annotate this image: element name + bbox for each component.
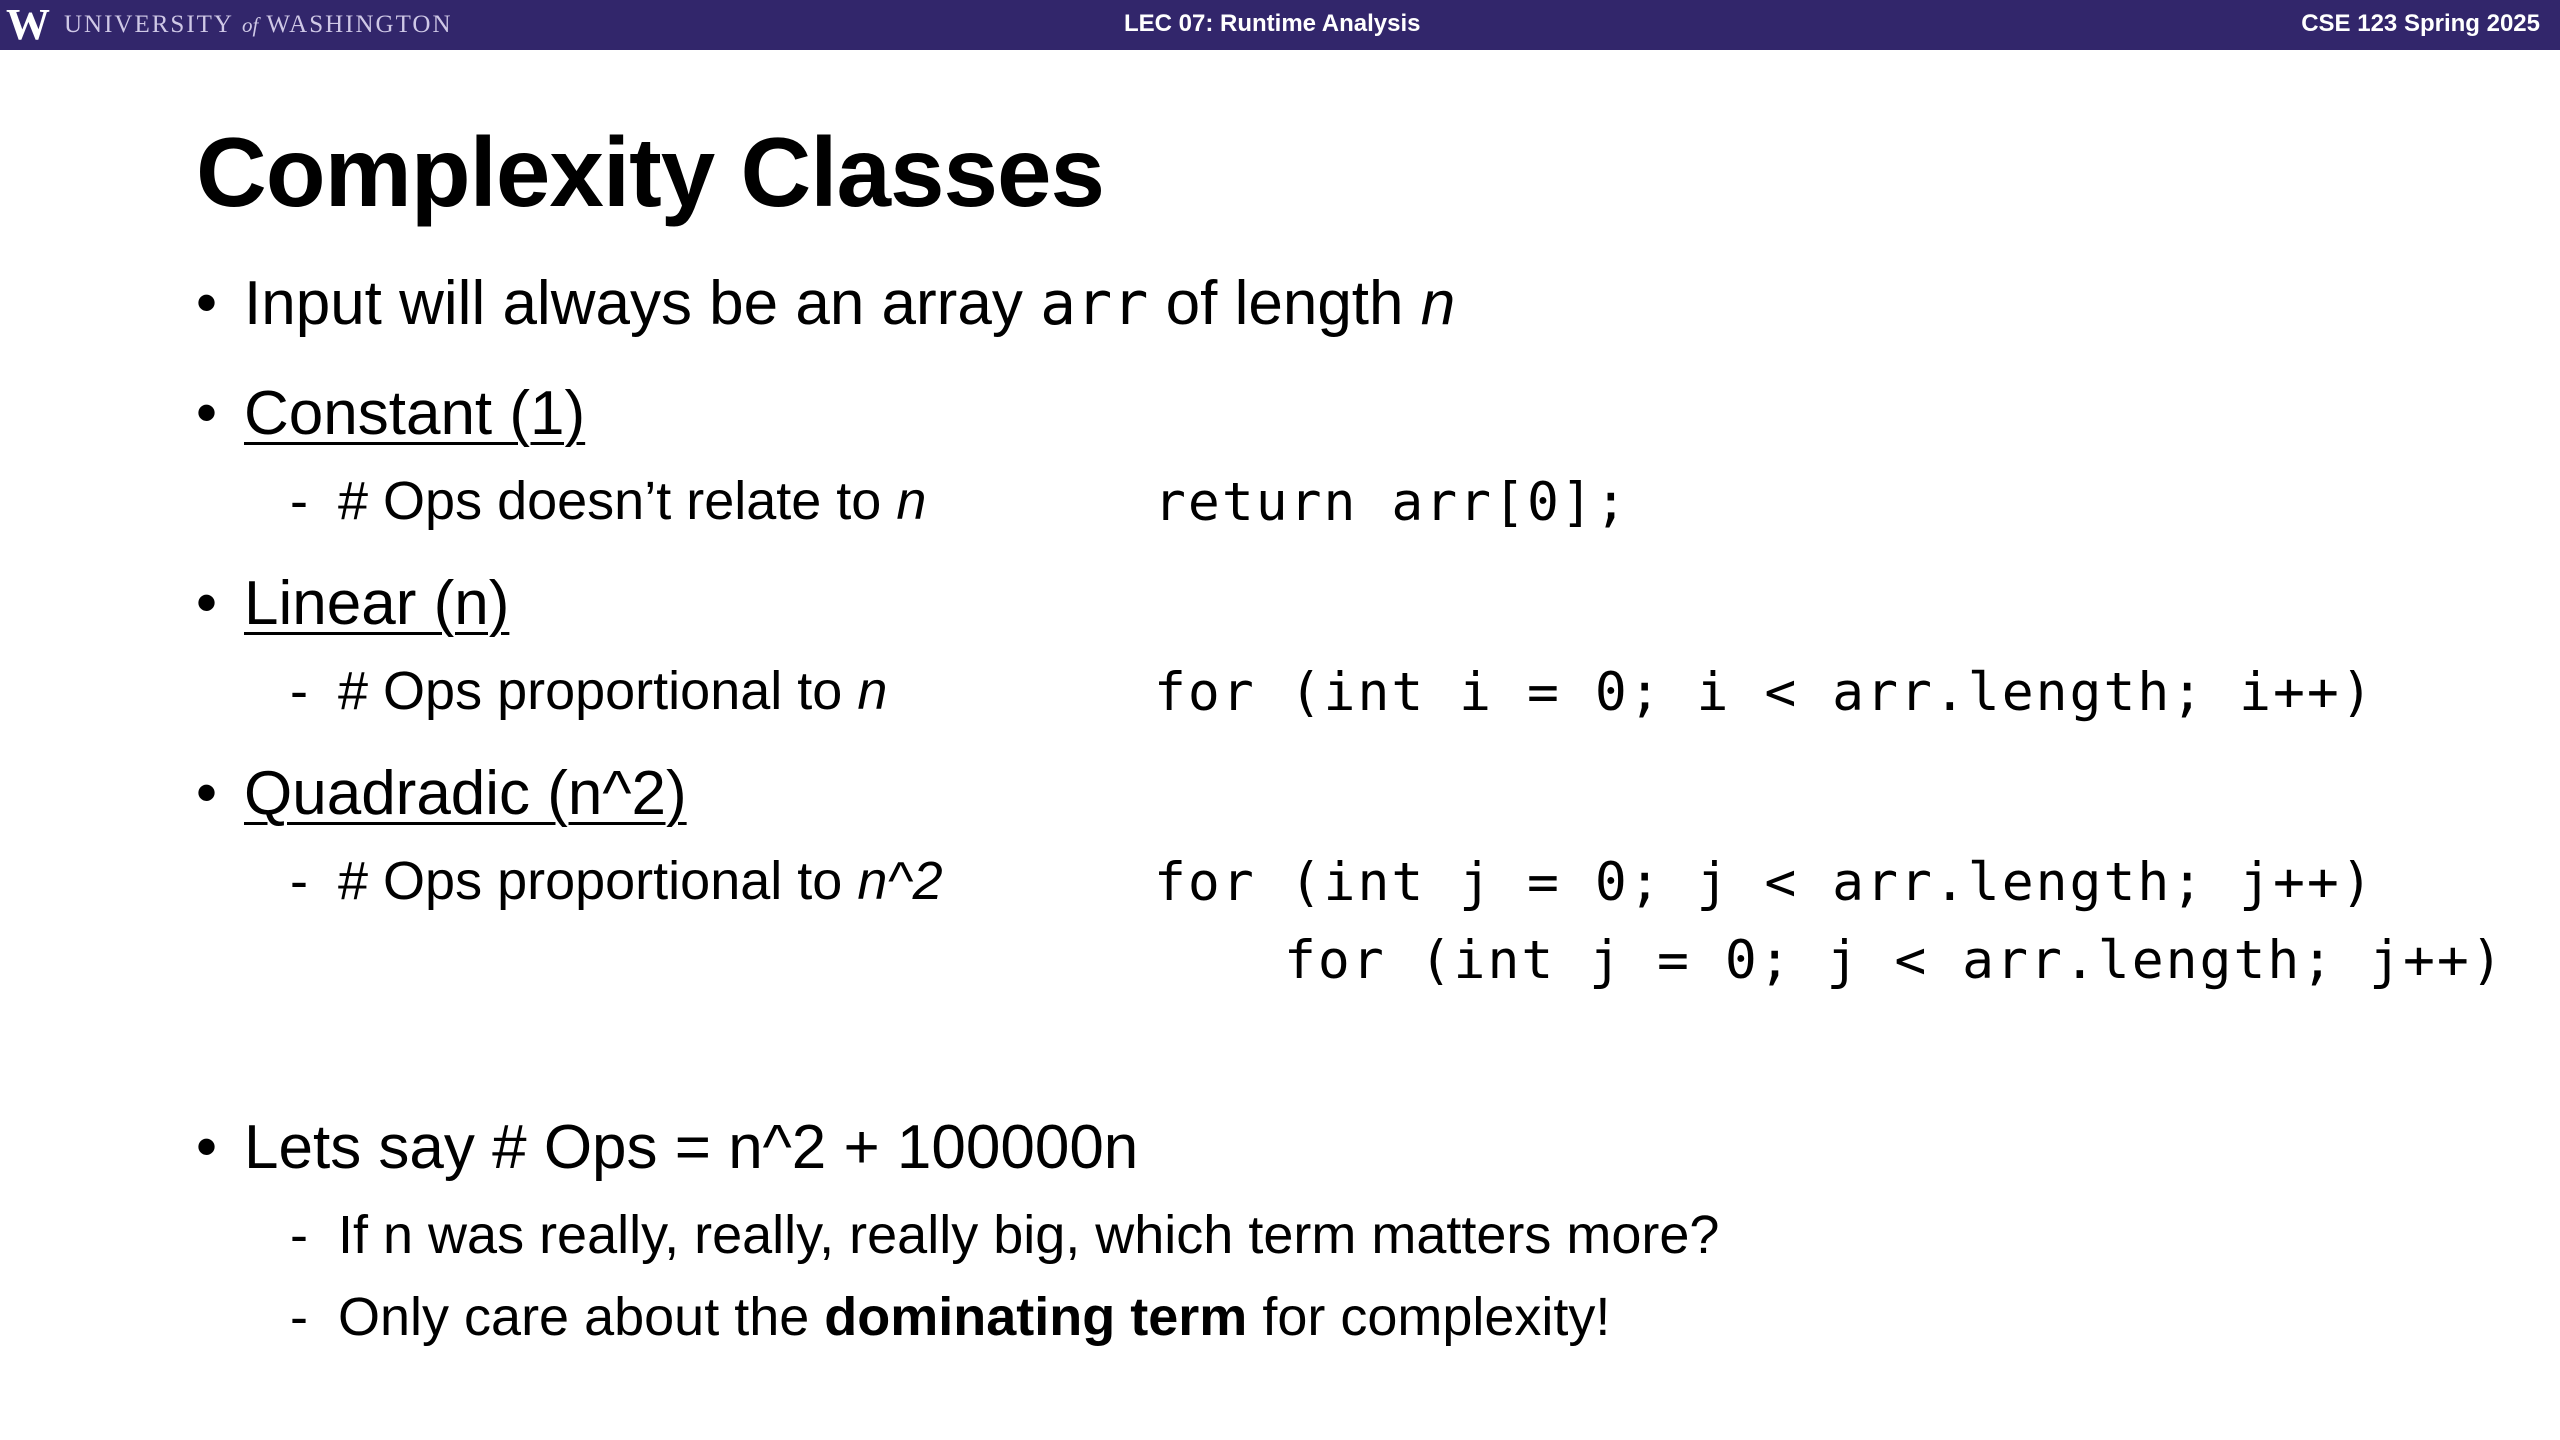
linear-code: for (int i = 0; i < arr.length; i++) [1154, 662, 2375, 723]
sub-dash: - [290, 851, 308, 911]
header-bar [0, 0, 2560, 50]
constant-code: return arr[0]; [1154, 472, 1629, 533]
quadratic-description: # Ops proportional to n^2 [338, 851, 943, 911]
bullet-dot: • [196, 1113, 218, 1180]
bullet-dot: • [196, 379, 218, 446]
example-heading: Lets say # Ops = n^2 + 100000n [244, 1113, 1139, 1182]
slide-title: Complexity Classes [196, 117, 1104, 227]
linear-description: # Ops proportional to n [338, 661, 888, 721]
university-logo [6, 0, 453, 49]
quadratic-code-outer: for (int j = 0; j < arr.length; j++) [1154, 852, 2375, 913]
uw-w-icon: W [6, 0, 50, 49]
course-label: CSE 123 Spring 2025 [2301, 10, 2540, 37]
bullet-dot: • [196, 759, 218, 826]
bullet-dot: • [196, 269, 218, 336]
lecture-title: LEC 07: Runtime Analysis [1124, 10, 1421, 37]
example-conclusion: Only care about the dominating term for complexity! [338, 1287, 1611, 1347]
sub-dash: - [290, 1205, 308, 1265]
sub-dash: - [290, 471, 308, 531]
bullet-dot: • [196, 569, 218, 636]
quadratic-heading: Quadradic (n^2) [244, 759, 687, 828]
sub-dash: - [290, 661, 308, 721]
bullet-input: Input will always be an array arr of length n [244, 269, 1456, 339]
linear-heading: Linear (n) [244, 569, 510, 638]
quadratic-code-inner: for (int j = 0; j < arr.length; j++) [1284, 930, 2505, 991]
example-question: If n was really, really, really big, which term matters more? [338, 1205, 1720, 1265]
sub-dash: - [290, 1287, 308, 1347]
constant-description: # Ops doesn’t relate to n [338, 471, 927, 531]
constant-heading: Constant (1) [244, 379, 586, 448]
university-wordmark: UNIVERSITY of WASHINGTON [64, 11, 453, 38]
